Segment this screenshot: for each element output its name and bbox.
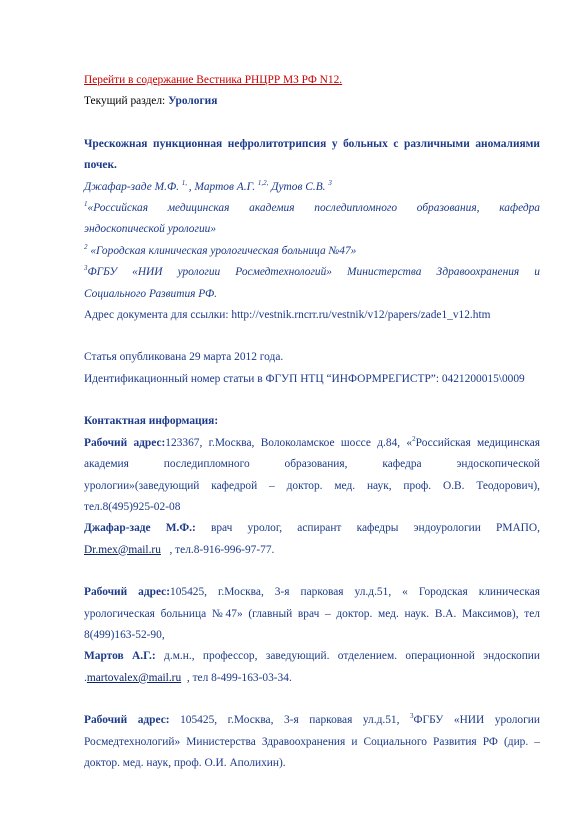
toc-link[interactable]: Перейти в содержание Вестника РНЦРР МЗ РФ N12. (84, 74, 343, 86)
contact-2-person-name: Мартов А.Г.: (84, 650, 156, 663)
contact-3-label: Рабочий адрес: (84, 714, 170, 727)
contact-2-line2: урологическая больница №47» (главный врач – доктор. мед. наук. В.А. Максимов), тел (84, 607, 540, 620)
email-link-dr-mex[interactable]: Dr.mex@mail.ru (84, 543, 161, 556)
affiliation-1-line2 (84, 219, 540, 240)
contact-2-addr: 105425, г.Москва, 3-я парковая ул.д.51, « Городская клиническая (170, 586, 540, 599)
aff2-text: «Городская клиническая урологическая больница №47» (87, 244, 357, 257)
author-1-sup: 1, (181, 178, 189, 187)
contact-3-addr-a: 105425, г.Москва, 3-я парковая ул.д.51, (169, 714, 411, 727)
current-section (84, 91, 540, 112)
contact-1-line4: тел.8(495)925-02-08 (84, 500, 181, 513)
contact-1-line2: академия последипломного образования, кафедра эндоскопической (84, 458, 540, 471)
aff3-text1: ФГБУ «НИИ урологии Росмедтехнологий» Министерства Здравоохранения и (87, 266, 540, 279)
article-id: Идентификационный номер статьи в ФГУП НТЦ “ИНФОРМРЕГИСТР”: 0421200015\0009 (84, 372, 525, 385)
contact-3-line2: Росмедтехнологий» Министерства Здравоохранения и Социального Развития РФ (дир. – (84, 735, 540, 748)
contact-1-email-line (84, 540, 540, 561)
contacts-heading (84, 411, 540, 432)
contact-1-addr-b: Российская медицинская (415, 436, 540, 449)
contact-1-phone: , тел.8-916-996-97-77. (160, 543, 275, 556)
contact-2-phone: , тел 8-499-163-03-34. (181, 671, 292, 684)
article-title-line1: Чрескожная пункционная нефролитотрипсия у больных с различными аномалиями (84, 137, 540, 150)
contact-2-email-line (84, 668, 540, 689)
author-1-tail: , (188, 180, 195, 193)
contact-1-person-desc: врач уролог, аспирант кафедры эндоурологии РМАПО, (195, 522, 540, 535)
aff3-text2: Социального Развития РФ. (84, 287, 217, 300)
contact-3-addr-b: ФГБУ «НИИ урологии (413, 714, 540, 727)
affiliation-2 (84, 241, 540, 262)
contact-3-line3: доктор. мед. наук, проф. О.И. Аполихин). (84, 756, 286, 769)
contact-2-label: Рабочий адрес: (84, 586, 170, 599)
author-3-sup: 3 (328, 178, 332, 187)
section-prefix: Текущий раздел: (84, 95, 169, 108)
published-date: Статья опубликована 29 марта 2012 года. (84, 351, 284, 364)
author-2: Мартов А.Г. (194, 180, 258, 193)
contact-2-person-desc: д.м.н., профессор, заведующий. отделением. операционной эндоскопии (155, 650, 540, 663)
author-1: Джафар-заде М.Ф. (84, 180, 182, 193)
contact-3-line1 (84, 710, 540, 731)
contacts-heading-text: Контактная информация: (84, 415, 219, 428)
aff2-sup: 2 (84, 243, 88, 252)
author-3: Дутов С.В. (268, 180, 329, 193)
contact-2-person (84, 646, 540, 667)
contact-3-sup: 3 (410, 712, 414, 721)
contact-1-line1 (84, 433, 540, 454)
contact-1-addr-a: 123367, г.Москва, Волоколамское шоссе д.84, « (165, 436, 413, 449)
aff3-sup: 3 (84, 264, 88, 273)
affiliation-3-line2 (84, 284, 540, 305)
email-link-martovalex[interactable]: martovalex@mail.ru (86, 671, 182, 684)
contact-2-email-prefix: . (84, 671, 87, 684)
article-title-line2: почек. (84, 159, 117, 172)
authors-line (84, 177, 540, 198)
toc-line (84, 70, 540, 91)
contact-1-person-name: Джафар-заде М.Ф.: (84, 522, 196, 535)
aff1-sup: 1 (84, 200, 88, 209)
contact-1-sup: 2 (412, 434, 416, 443)
contact-2-line3: 8(499)163-52-90, (84, 628, 165, 641)
section-name: Урология (168, 95, 218, 108)
affiliation-3-line1 (84, 262, 540, 283)
contact-1-line3: урологии»(заведующий кафедрой – доктор. мед. наук, проф. О.В. Теодорович), (84, 479, 540, 492)
aff1-text2: эндоскопической урологии» (84, 223, 217, 236)
contact-2-line1 (84, 582, 540, 603)
affiliation-1-line1 (84, 198, 540, 219)
contact-1-label: Рабочий адрес: (84, 436, 166, 449)
contact-1-person (84, 518, 540, 539)
document-url: Адрес документа для ссылки: http://vestnik.rncrr.ru/vestnik/v12/papers/zade1_v12.htm (84, 309, 491, 322)
author-2-sup: 1,2, (257, 178, 269, 187)
aff1-text1: «Российская медицинская академия последипломного образования, кафедра (87, 202, 540, 215)
